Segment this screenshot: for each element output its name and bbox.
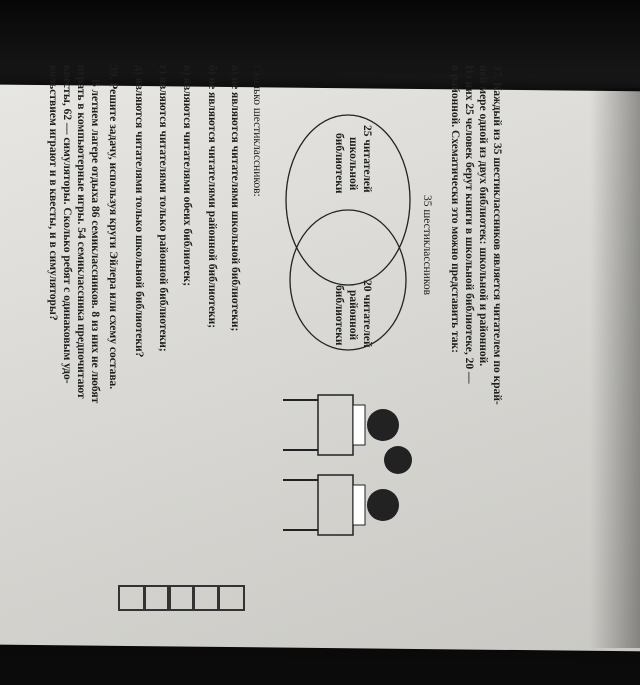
right-shadow (590, 88, 640, 648)
item-d: д) являются читателями только школьной библиотеки? (133, 65, 145, 358)
question-text: Сколько шестиклассников: (251, 65, 263, 197)
textbook-page (0, 45, 533, 685)
problem39-line2: В летнем лагере отдыха 86 семиклассников. 8 из них не любят (89, 79, 101, 404)
district-label-3: библиотеки (333, 285, 345, 346)
answer-box-b (192, 585, 220, 611)
item-v: в) являются читателями обеих библиотек; (181, 65, 193, 287)
item-b: б) не являются читателями районной библиотеки; (206, 65, 218, 329)
school-label-1: 25 читателей (361, 125, 373, 193)
problem37-line1: 37. Каждый из 35 шестиклассников является читателем по край- (491, 65, 503, 405)
problem39-line5: вольствием играют и в квесты, и в симуляторы? (47, 65, 59, 321)
problem37-line2: ней мере одной из двух библиотек: школьной и районной. (477, 65, 489, 367)
district-label-1: 20 читателей (361, 280, 373, 348)
problem37-line4: в районной. Схематически это можно представить так: (449, 65, 461, 353)
problem37-line3: Из них 25 человек берут книги в школьной библиотеке, 20 — (463, 65, 475, 384)
answer-box-a (217, 585, 245, 611)
problem39-line4: квесты, 62 — симуляторы. Сколько ребят с одинаковым удо- (61, 65, 73, 384)
problem39-line1: 39. Решите задачу, используя круги Эйлера или схему состава. (107, 65, 119, 390)
answer-box-v (167, 585, 195, 611)
item-g: г) являются читателями только районной библиотеки; (157, 65, 169, 352)
item-a: а) не являются читателями школьной библиотеки; (229, 65, 241, 332)
answer-box-d (118, 585, 146, 611)
problem39-line3: играть в компьютерные игры. 54 семиклассника предпочитают (75, 65, 87, 399)
venn-total-label: 35 шестиклассников (421, 195, 433, 296)
students-illustration (273, 385, 423, 555)
answer-box-g (143, 585, 171, 611)
school-label-3: библиотеки (333, 133, 345, 194)
district-label-2: районной (347, 290, 359, 341)
school-label-2: школьной (347, 137, 359, 191)
